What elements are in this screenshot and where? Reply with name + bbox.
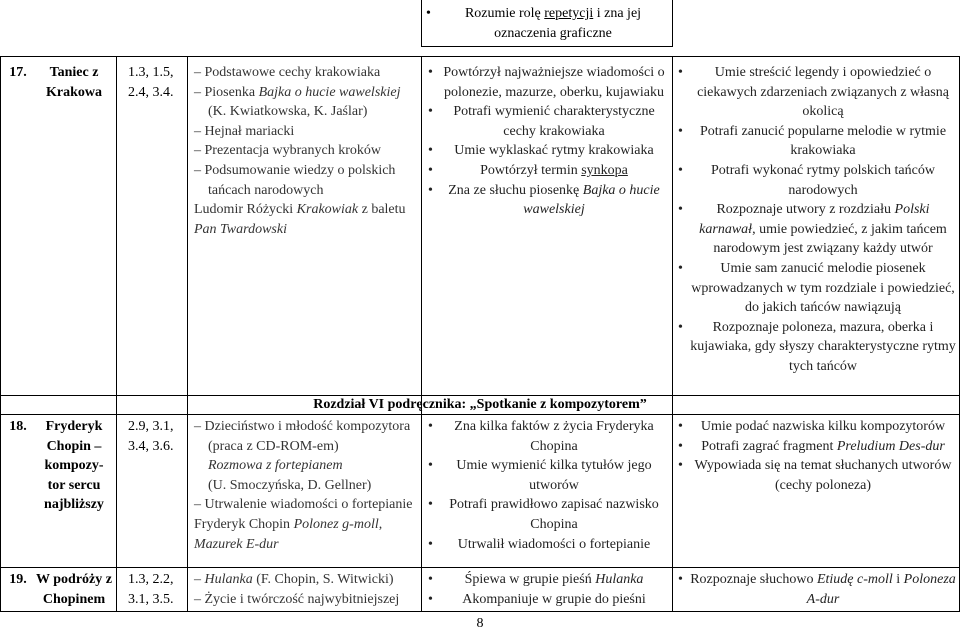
row-divider-19 xyxy=(0,567,960,568)
content-line: – Piosenka Bajka o hucie wawelskiej xyxy=(194,84,401,100)
knowledge-item: • Powtórzył najważniejsze wiadomości o polonezie, mazurze, oberku, kujawiaku xyxy=(428,63,668,102)
skill-item: • Umie sam zanucić melodie piosenek wprowadzanych w tym rozdziale i powiedzieć, do jakich tańców nawiązują xyxy=(678,259,956,318)
content-line: Mazurek E-dur xyxy=(194,536,279,552)
skill-item: • Wypowiada się na temat słuchanych utworów (cechy poloneza) xyxy=(678,456,956,495)
table-bottom-border xyxy=(0,611,960,612)
row-17-skills xyxy=(678,63,956,377)
row-18-title: Fryderyk Chopin – kompozy-tor sercu najbliższy xyxy=(44,419,104,513)
content-line: Ludomir Różycki Krakowiak z baletu Pan Twardowski xyxy=(194,202,406,237)
content-line: Fryderyk Chopin Polonez g-moll, xyxy=(194,516,383,532)
col-divider-3 xyxy=(421,56,422,612)
content-line: – Podsumowanie wiedzy o polskich tańcach narodowych xyxy=(194,162,396,198)
row-17-knowledge xyxy=(428,63,668,220)
knowledge-item: • Zna ze słuchu piosenkę Bajka o hucie wawelskiej xyxy=(428,181,668,220)
content-line: – Życie i twórczość najwybitniejszej xyxy=(194,591,400,607)
top-row-bottom-border xyxy=(421,46,673,47)
knowledge-item: • Powtórzył termin synkopa xyxy=(428,161,668,181)
row-19-knowledge xyxy=(428,570,668,609)
content-line: – Dzieciństwo i młodość kompozytora (praca z CD-ROM-em) xyxy=(194,419,411,454)
knowledge-item: • Umie wyklaskać rytmy krakowiaka xyxy=(428,141,668,161)
content-line: – Podstawowe cechy krakowiaka xyxy=(194,65,381,80)
skill-item: • Umie streścić legendy i opowiedzieć o ciekawych zdarzeniach związanych z własną okolicą xyxy=(678,63,956,122)
row-18-refs: 2.9, 3.1, 3.4, 3.6. xyxy=(128,419,174,454)
col-divider-4 xyxy=(672,56,673,612)
knowledge-item: • Potrafi prawidłowo zapisać nazwisko Chopina xyxy=(428,495,668,534)
content-line: (U. Smoczyńska, D. Gellner) xyxy=(208,477,372,493)
row-19-refs: 1.3, 2.2, 3.1, 3.5. xyxy=(128,572,174,607)
row-17-number: 17. xyxy=(9,65,27,80)
skill-item: • Rozpoznaje poloneza, mazura, oberka i kujawiaka, gdy słyszy charakterystyczne rytmy tych tańców xyxy=(678,318,956,377)
row-17-content xyxy=(194,63,419,239)
knowledge-item: • Zna kilka faktów z życia Fryderyka Chopina xyxy=(428,417,668,456)
knowledge-item: • Potrafi wymienić charakterystyczne cechy krakowiaka xyxy=(428,102,668,141)
content-line: Rozmowa z fortepianem xyxy=(208,458,343,474)
knowledge-item: • Rozumie rolę repetycji i zna jej oznaczenia graficzne xyxy=(426,4,668,43)
row-17-title: Taniec z Krakowa xyxy=(46,65,102,100)
knowledge-item: • Śpiewa w grupie pieśń Hulanka xyxy=(428,570,668,590)
knowledge-item: • Umie wymienić kilka tytułów jego utworów xyxy=(428,456,668,495)
content-line: – Hulanka (F. Chopin, S. Witwicki) xyxy=(194,572,394,587)
knowledge-item: • Akompaniuje w grupie do pieśni xyxy=(428,590,668,610)
row-19-title: W podróży z Chopinem xyxy=(36,572,112,607)
row-18-number: 18. xyxy=(9,419,27,434)
row-19-skills xyxy=(678,570,956,609)
skill-item: • Potrafi zagrać fragment Preludium Des-dur xyxy=(678,437,956,457)
skill-item: • Rozpoznaje słuchowo Etiudę c-moll i Poloneza A-dur xyxy=(678,570,956,609)
content-line: (K. Kwiatkowska, K. Jaślar) xyxy=(208,104,368,120)
row-18-skills xyxy=(678,417,956,495)
content-line: – Utrwalenie wiadomości o fortepianie xyxy=(194,497,413,513)
top-row-right-border xyxy=(672,0,673,46)
table-left-border xyxy=(0,56,1,612)
knowledge-item: • Utrwalił wiadomości o fortepianie xyxy=(428,535,668,555)
top-row-knowledge-cell xyxy=(426,4,668,43)
content-line: – Prezentacja wybranych kroków xyxy=(194,143,381,159)
row-18-content xyxy=(194,417,416,554)
section-header: Rozdział VI podręcznika: „Spotkanie z kompozytorem” xyxy=(313,397,647,412)
skill-item: • Potrafi wykonać rytmy polskich tańców narodowych xyxy=(678,161,956,200)
skill-item: • Potrafi zanucić popularne melodie w rytmie krakowiaka xyxy=(678,122,956,161)
row-19-content xyxy=(194,570,419,609)
page-number: 8 xyxy=(476,616,484,631)
table-top-border xyxy=(0,56,960,57)
row-18-knowledge xyxy=(428,417,668,554)
skill-item: • Umie podać nazwiska kilku kompozytorów xyxy=(678,417,956,437)
content-line: – Hejnał mariacki xyxy=(194,123,295,139)
col-divider-1 xyxy=(116,56,117,612)
top-row-left-border xyxy=(421,0,422,46)
skill-item: • Rozpoznaje utwory z rozdziału Polski karnawał, umie powiedzieć, z jakim tańcem narodowym jest związany każdy utwór xyxy=(678,200,956,259)
col-divider-2 xyxy=(187,56,188,612)
row-divider-section-bottom xyxy=(0,414,960,415)
row-19-number: 19. xyxy=(9,572,27,587)
row-17-refs: 1.3, 1.5, 2.4, 3.4. xyxy=(128,65,174,100)
